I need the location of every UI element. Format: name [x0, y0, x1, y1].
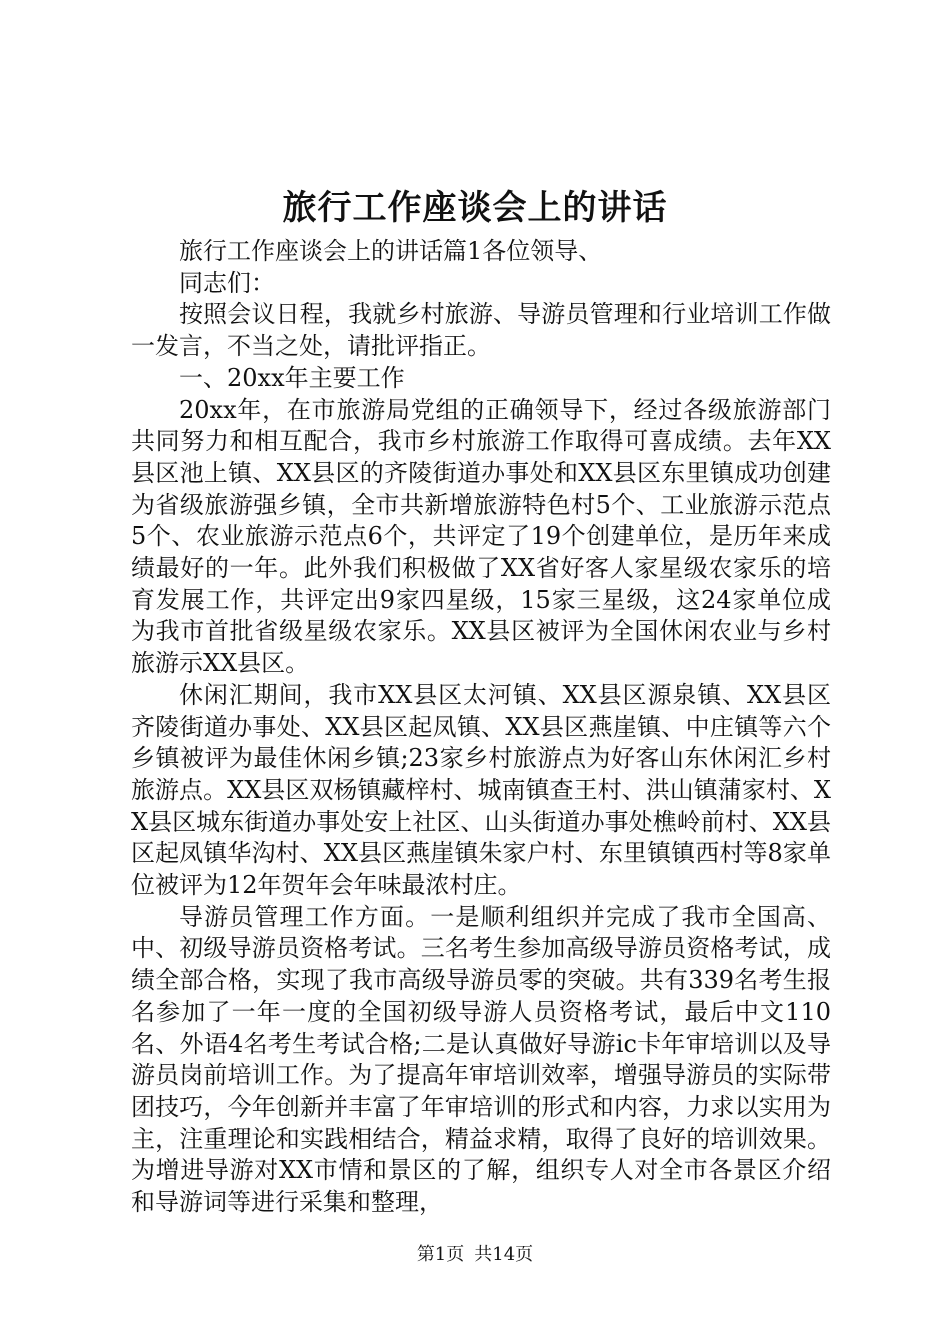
paragraph-intro: 旅行工作座谈会上的讲话篇1各位领导、 — [179, 237, 603, 265]
paragraph-leisure-festival: 休闲汇期间，我市XX县区太河镇、XX县区源泉镇、XX县区齐陵街道办事处、XX县区起凤镇、XX县区燕崖镇、中庄镇等六个乡镇被评为最佳休闲乡镇;23家乡村旅游点为好客山东休闲汇乡村旅游点。XX县区双杨镇藏梓村、城南镇查王村、洪山镇蒲家村、XX县区城东街道办事处安上社区、山头街道办事处樵岭前村、XX县区起凤镇华沟村、XX县区燕崖镇朱家户村、东里镇镇西村等8家单位被评为12年贺年会年味最浓村庄。 — [131, 680, 831, 900]
paragraph-opening: 按照会议日程，我就乡村旅游、导游员管理和行业培训工作做一发言，不当之处，请批评指正。 — [131, 300, 831, 361]
page-number: 第1页 — [416, 1244, 465, 1265]
document-body — [131, 236, 831, 1219]
page-total: 共14页 — [474, 1244, 534, 1265]
paragraph-salutation: 同志们： — [179, 268, 275, 297]
section-heading: 一、20xx年主要工作 — [179, 363, 405, 392]
page-footer — [0, 1243, 950, 1267]
paragraph-rural-tourism: 20xx年，在市旅游局党组的正确领导下，经过各级旅游部门共同努力和相互配合，我市乡村旅游工作取得可喜成绩。去年XX县区池上镇、XX县区的齐陵街道办事处和XX县区东里镇成功创建为省级旅游强乡镇，全市共新增旅游特色村5个、工业旅游示范点5个、农业旅游示范点6个，共评定了19个创建单位，是历年来成绩最好的一年。此外我们积极做了XX省好客人家星级农家乐的培育发展工作，共评定出9家四星级，15家三星级，这24家单位成为我市首批省级星级农家乐。XX县区被评为全国休闲农业与乡村旅游示XX县区。 — [131, 395, 831, 678]
paragraph-guide-management: 导游员管理工作方面。一是顺利组织并完成了我市全国高、中、初级导游员资格考试。三名考生参加高级导游员资格考试，成绩全部合格，实现了我市高级导游员零的突破。共有339名考生报名参加了一年一度的全国初级导游人员资格考试，最后中文110名、外语4名考生考试合格;二是认真做好导游ic卡年审培训以及导游员岗前培训工作。为了提高年审培训效率，增强导游员的实际带团技巧，今年创新并丰富了年审培训的形式和内容，力求以实用为主，注重理论和实践相结合，精益求精，取得了良好的培训效果。为增进导游对XX市情和景区的了解，组织专人对全市各景区介绍和导游词等进行采集和整理， — [131, 902, 831, 1217]
document-title: 旅行工作座谈会上的讲话 — [282, 188, 668, 228]
